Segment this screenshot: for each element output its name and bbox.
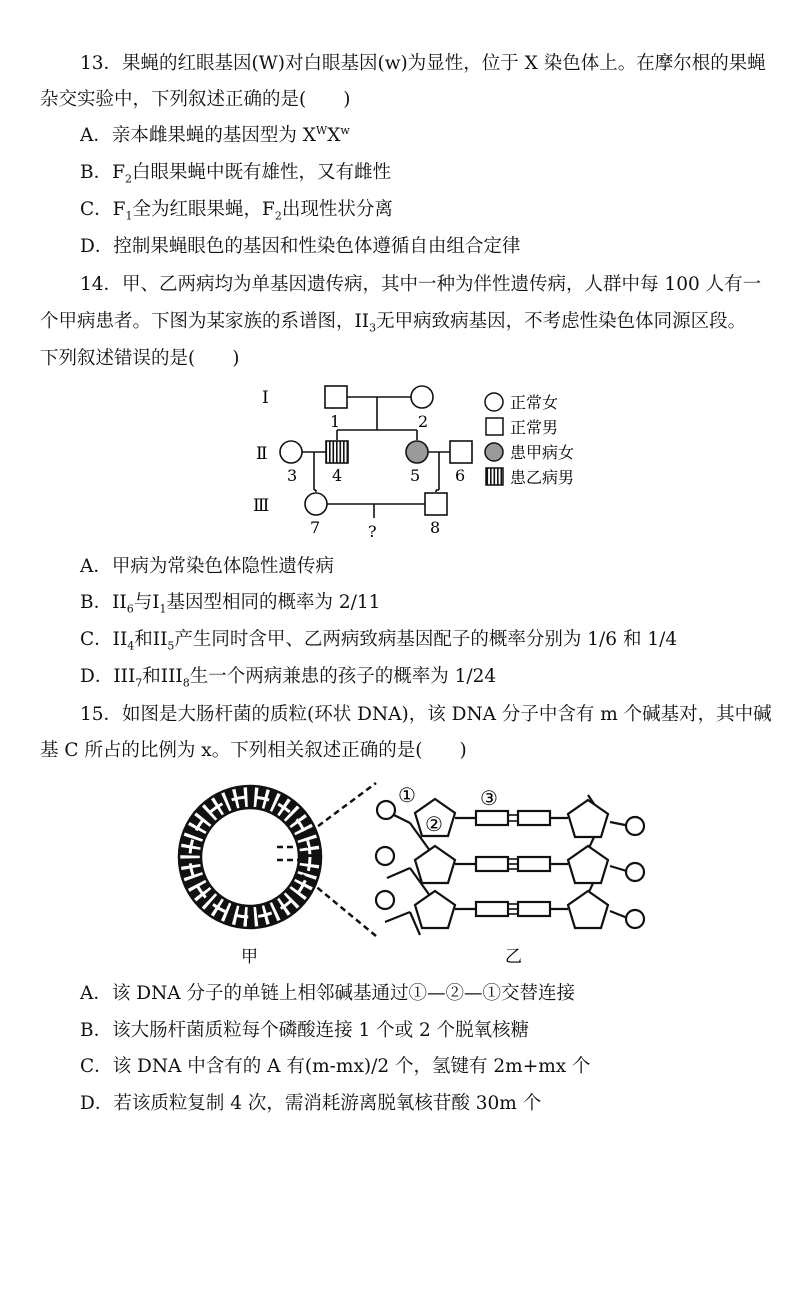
base-left-1 [476,811,508,825]
q14-option-c-pre: C．II [80,629,128,650]
pedigree-num-4: 4 [332,466,343,485]
pedigree-num-6: 6 [455,466,466,485]
phosphate-right-3 [626,910,644,928]
q14-option-b-post: 基因型相同的概率为 2/11 [166,592,381,613]
q13-option-a-sup1: W [315,123,328,137]
pedigree-num-2: 2 [418,412,429,431]
q13-stem-line1: 13．果蝇的红眼基因(W)对白眼基因(w)为显性，位于 X 染色体上。在摩尔根的果蝇 [80,53,766,74]
deoxyribose-right-2 [568,846,608,883]
q13-option-c-mid: 全为红眼果蝇，F [132,199,275,220]
dna-label-base: ③ [480,786,498,810]
q13-option-b-text: B．F [80,162,125,183]
q14-stem-line2-sub: 3 [369,321,377,335]
legend-label-2: 患甲病女 [510,443,575,462]
q14-option-c-sub1: 4 [127,639,135,653]
q14-option-d-mid: 和III [142,666,183,687]
deoxyribose-right-1 [568,800,608,837]
q15-option-a[interactable]: A．该 DNA 分子的单链上相邻碱基通过①—②—①交替连接 [80,983,576,1004]
q14-option-b-sub1: 6 [126,602,134,616]
figure-label-yi: 乙 [505,947,522,967]
deoxyribose-left-2 [415,846,455,883]
base-right-1 [518,811,550,825]
q13-option-a-sup2: w [340,123,350,137]
dna-label-phosphate: ① [398,783,416,807]
phosphate-left-3 [376,891,394,909]
q13-stem-line2: 杂交实验中，下列叙述正确的是( ) [40,89,351,110]
q13-option-a-mid: X [327,125,341,146]
q13-option-c-post: 出现性状分离 [281,199,393,220]
base-left-2 [476,857,508,871]
pedigree-num-1: 1 [330,412,341,431]
q14-option-c-mid: 和II [134,629,168,650]
q13-option-a-text: A．亲本雌果蝇的基因型为 X [80,125,316,146]
phosphate-right-2 [626,863,644,881]
q15-stem-line1: 15．如图是大肠杆菌的质粒(环状 DNA)，该 DNA 分子中含有 m 个碱基对，其中碱 [80,704,772,725]
q14-stem-line2-pre: 个甲病患者。下图为某家族的系谱图，II [40,311,370,332]
base-right-2 [518,857,550,871]
q15-option-c[interactable]: C．该 DNA 中含有的 A 有(m-mx)/2 个，氢键有 2m+mx 个 [80,1056,591,1077]
q14-option-d-post: 生一个两病兼患的孩子的概率为 1/24 [189,666,497,687]
deoxyribose-right-3 [568,891,608,928]
q14-option-d-sub1: 7 [135,676,143,690]
q15-stem-line2: 基 C 所占的比例为 x。下列相关叙述正确的是( ) [40,740,467,761]
pedigree-num-7: 7 [310,518,321,537]
q13-option-d[interactable]: D．控制果蝇眼色的基因和性染色体遵循自由组合定律 [80,236,521,257]
q14-stem-line3: 下列叙述错误的是( ) [40,348,240,369]
legend-label-0: 正常女 [510,393,559,412]
pedigree-num-3: 3 [287,466,298,485]
pedigree-gen-I: I [262,388,269,408]
q13-option-c-text: C．F [80,199,126,220]
legend-label-3: 患乙病男 [510,468,575,487]
q14-option-d-pre: D．III [80,666,136,687]
q13-option-b-sub: 2 [124,172,132,186]
q15-option-b[interactable]: B．该大肠杆菌质粒每个磷酸连接 1 个或 2 个脱氧核糖 [80,1020,530,1041]
q13-option-b-post: 白眼果蝇中既有雄性，又有雌性 [131,162,391,183]
pedigree-num-8: 8 [430,518,441,537]
pedigree-unknown-child: ? [368,522,377,541]
phosphate-left-1 [377,801,395,819]
q14-option-d-sub2: 8 [182,676,190,690]
figure-label-jia: 甲 [241,947,258,967]
q14-option-c-post: 产生同时含甲、乙两病致病基因配子的概率分别为 1/6 和 1/4 [174,629,678,650]
deoxyribose-left-3 [415,891,455,928]
pedigree-num-5: 5 [410,466,421,485]
q14-stem-line2-post: 无甲病致病基因，不考虑性染色体同源区段。 [376,311,747,332]
legend-label-1: 正常男 [510,418,559,437]
q13-option-c-sub1: 1 [125,209,133,223]
q14-option-b-sub2: 1 [159,602,167,616]
q15-option-d[interactable]: D．若该质粒复制 4 次，需消耗游离脱氧核苷酸 30m 个 [80,1093,542,1114]
base-left-3 [476,902,508,916]
pedigree-gen-II: Ⅱ [256,444,268,464]
phosphate-right-1 [626,817,644,835]
q13-option-c-sub2: 2 [274,209,282,223]
q14-option-a[interactable]: A．甲病为常染色体隐性遗传病 [80,556,334,577]
phosphate-left-2 [376,847,394,865]
q14-option-b-mid: 与I [133,592,160,613]
q14-option-c-sub2: 5 [167,639,175,653]
pedigree-gen-III: Ⅲ [253,496,270,516]
base-right-3 [518,902,550,916]
dna-label-deoxyribose: ② [425,812,443,836]
q14-stem-line1: 14．甲、乙两病均为单基因遗传病，其中一种为伴性遗传病，人群中每 100 人有一 [80,274,762,295]
q14-option-b-pre: B．II [80,592,127,613]
plasmid-ring [179,786,321,928]
